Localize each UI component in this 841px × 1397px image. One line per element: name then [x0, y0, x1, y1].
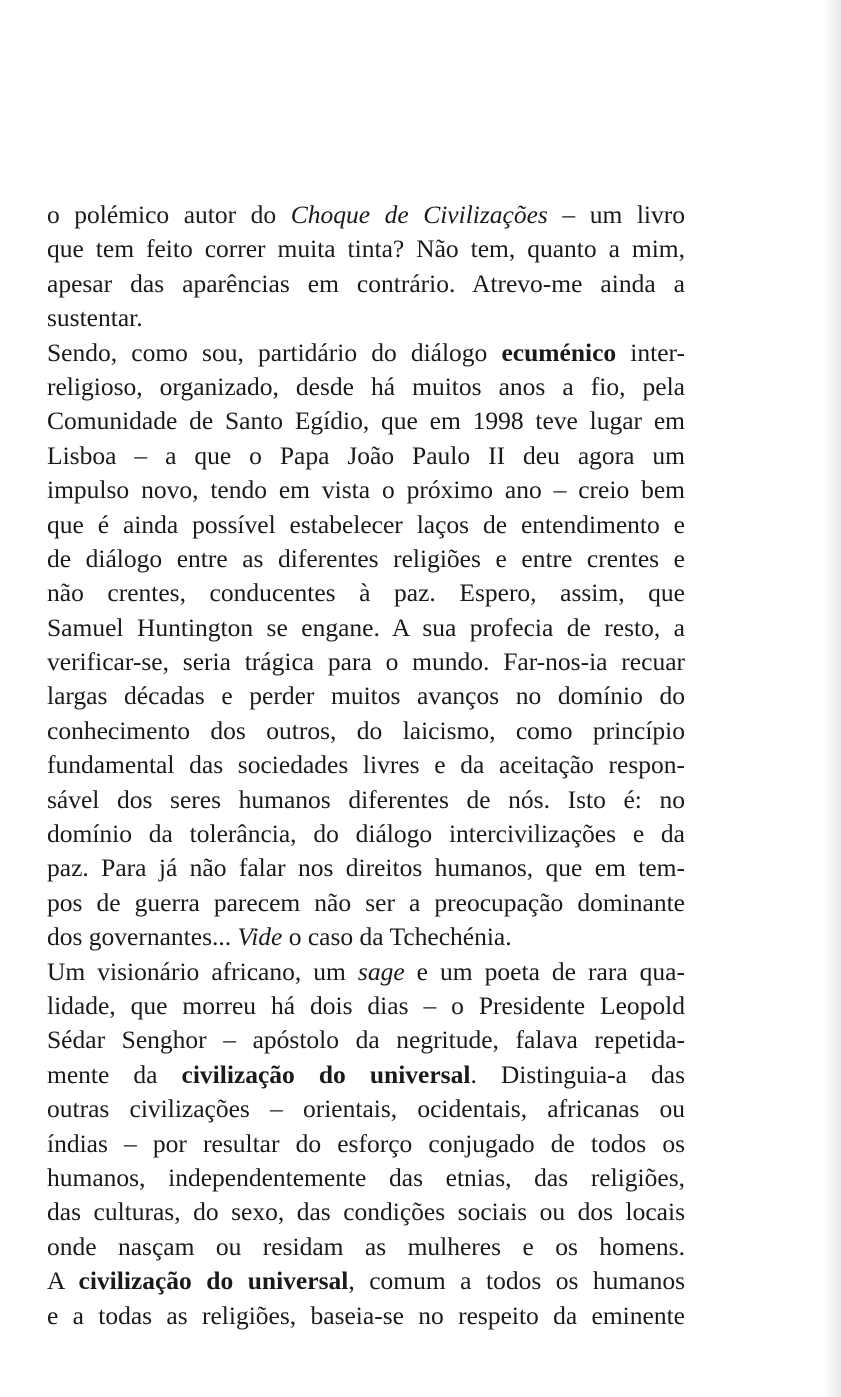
bold-text: ecuménico: [501, 337, 617, 367]
text-segment: pos de guerra parecem não ser a preocupação dominante: [47, 887, 685, 917]
text-segment: domínio da tolerância, do diálogo intercivilizações e da: [47, 819, 685, 849]
text-segment: e a todas as religiões, baseia-se no respeito da eminente: [47, 1300, 685, 1330]
text-line: [47, 920, 685, 954]
page-edge-shadow: [823, 0, 841, 1397]
text-segment: não crentes, conducentes à paz. Espero, assim, que: [47, 578, 685, 608]
bold-text: civilização do universal: [78, 1266, 349, 1296]
bold-text: civilização do universal: [181, 1059, 471, 1089]
text-segment: , comum a todos os humanos: [348, 1266, 685, 1296]
text-line: [47, 851, 685, 885]
text-line: [47, 989, 685, 1023]
text-line: [47, 1161, 685, 1195]
text-line: [47, 267, 685, 301]
text-line: [47, 1092, 685, 1126]
text-line: [47, 542, 685, 576]
text-segment: das culturas, do sexo, das condições sociais ou dos locais: [47, 1197, 685, 1227]
text-segment: o caso da Tchechénia.: [282, 922, 512, 952]
text-line: [47, 817, 685, 851]
text-segment: sável dos seres humanos diferentes de nós. Isto é: no: [47, 784, 685, 814]
text-line: [47, 645, 685, 679]
text-segment: Sédar Senghor – apóstolo da negritude, falava repetida-: [47, 1025, 685, 1055]
text-segment: onde nasçam ou residam as mulheres e os homens.: [47, 1231, 685, 1261]
text-line: [47, 1230, 685, 1264]
text-line: [47, 404, 685, 438]
text-segment: dos governantes...: [47, 922, 238, 952]
text-segment: o polémico autor do: [47, 200, 291, 229]
text-line: [47, 336, 685, 370]
text-line: [47, 1127, 685, 1161]
text-line: [47, 748, 685, 782]
text-line: [47, 955, 685, 989]
text-line: [47, 576, 685, 610]
text-segment: lidade, que morreu há dois dias – o Presidente Leopold: [47, 990, 685, 1020]
text-segment: impulso novo, tendo em vista o próximo ano – creio bem: [47, 475, 685, 505]
text-segment: sustentar.: [47, 303, 143, 333]
page-text-body: [47, 198, 685, 1333]
text-line: [47, 1264, 685, 1298]
text-segment: Um visionário africano, um: [47, 956, 358, 986]
text-line: [47, 439, 685, 473]
text-segment: Lisboa – a que o Papa João Paulo II deu agora um: [47, 440, 685, 470]
italic-text: sage: [357, 956, 405, 986]
text-segment: e um poeta de rara qua-: [404, 956, 685, 986]
text-line: [47, 370, 685, 404]
italic-text: Choque de Civilizações: [290, 200, 548, 229]
text-segment: – um livro: [547, 200, 685, 229]
text-line: [47, 679, 685, 713]
text-segment: inter-: [616, 337, 685, 367]
italic-text: Vide: [237, 922, 283, 952]
text-segment: que tem feito correr muita tinta? Não tem, quanto a mim,: [47, 234, 685, 264]
text-line: [47, 1023, 685, 1057]
text-line: [47, 232, 685, 266]
text-line: [47, 508, 685, 542]
text-segment: A: [47, 1266, 79, 1296]
text-segment: índias – por resultar do esforço conjugado de todos os: [47, 1128, 685, 1158]
text-line: [47, 473, 685, 507]
text-line: [47, 886, 685, 920]
text-segment: . Distinguia-a das: [470, 1059, 685, 1089]
text-line: [47, 1299, 685, 1333]
text-segment: religioso, organizado, desde há muitos anos a fio, pela: [47, 371, 685, 401]
text-segment: de diálogo entre as diferentes religiões e entre crentes e: [47, 543, 685, 573]
text-line: [47, 1195, 685, 1229]
text-segment: conhecimento dos outros, do laicismo, como princípio: [47, 715, 685, 745]
text-segment: paz. Para já não falar nos direitos humanos, que em tem-: [47, 853, 685, 883]
text-segment: outras civilizações – orientais, ocidentais, africanas ou: [47, 1094, 685, 1124]
text-segment: Sendo, como sou, partidário do diálogo: [47, 337, 502, 367]
text-segment: Samuel Huntington se engane. A sua profecia de resto, a: [47, 612, 685, 642]
text-line: [47, 714, 685, 748]
text-segment: apesar das aparências em contrário. Atrevo-me ainda a: [47, 268, 685, 298]
text-segment: que é ainda possível estabelecer laços de entendimento e: [47, 509, 685, 539]
text-line: [47, 783, 685, 817]
text-line: [47, 198, 685, 232]
text-segment: largas décadas e perder muitos avanços no domínio do: [47, 681, 685, 711]
text-line: [47, 611, 685, 645]
text-line: [47, 1058, 685, 1092]
text-segment: verificar-se, seria trágica para o mundo. Far-nos-ia recuar: [47, 647, 685, 677]
text-segment: humanos, independentemente das etnias, das religiões,: [47, 1162, 685, 1192]
text-line: [47, 301, 685, 335]
text-segment: Comunidade de Santo Egídio, que em 1998 teve lugar em: [47, 406, 685, 436]
text-segment: fundamental das sociedades livres e da aceitação respon-: [47, 750, 685, 780]
text-segment: mente da: [47, 1059, 182, 1089]
